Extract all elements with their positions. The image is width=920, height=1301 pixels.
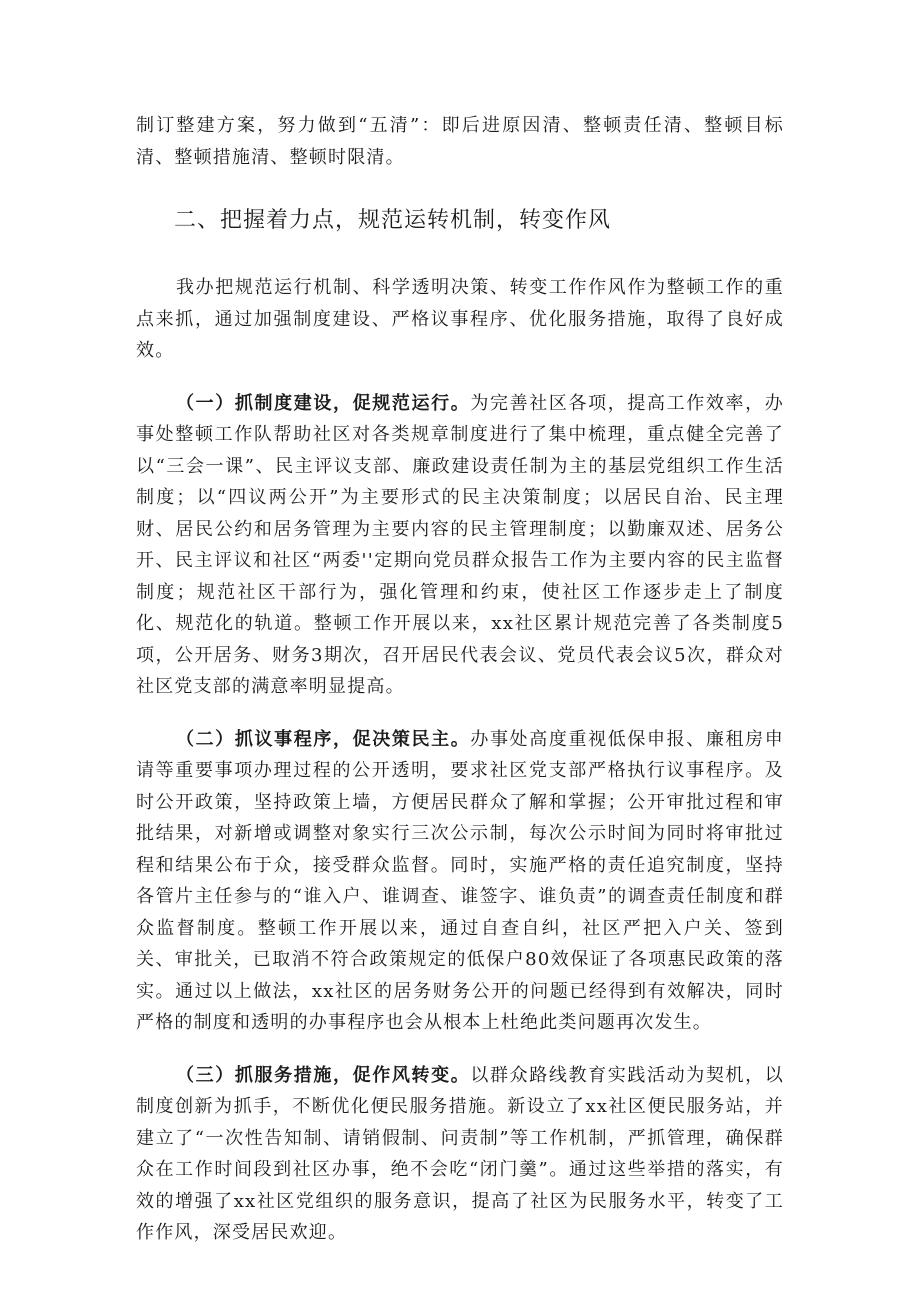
item-1-body: 为完善社区各项，提高工作效率，办事处整顿工作队帮助社区对各类规章制度进行了集中梳理，重点健全完善了以“三会一课”、民主评议支部、廉政建设责任制为主的基层党组织工作生活制度；以“四议两公开”为主要形式的民主决策制度；以居民自治、民主理财、居民公约和居务管理为主要内容的民主管理制度；以勤廉双述、居务公开、民主评议和社区“两委''定期向党员群众报告工作为主要内容的民主监督制度；规范社区干部行为，强化管理和约束，使社区工作逐步走上了制度化、规范化的轨道。整顿工作开展以来，xx社区累计规范完善了各类制度5项，公开居务、财务3期次，召开居民代表会议、党员代表会议5次，群众对社区党支部的满意率明显提高。 bbox=[136, 392, 785, 697]
item-1-lead: （一）抓制度建设，促规范运行。 bbox=[176, 392, 471, 414]
paragraph-continuation: 制订整建方案，努力做到“五清”：即后进原因清、整顿责任清、整顿目标清、整顿措施清、整顿时限清。 bbox=[136, 115, 784, 168]
item-2-lead: （二）抓议事程序，促决策民主。 bbox=[176, 728, 471, 750]
item-3-paragraph bbox=[136, 1060, 784, 1249]
item-2-body: 办事处高度重视低保申报、廉租房申请等重要事项办理过程的公开透明，要求社区党支部严格执行议事程序。及时公开政策，坚持政策上墙，方便居民群众了解和掌握；公开审批过程和审批结果，对新增或调整对象实行三次公示制，每次公示时间为同时将审批过程和结果公布于众，接受群众监督。同时，实施严格的责任追究制度，坚持各管片主任参与的“谁入户、谁调查、谁签字、谁负责”的调查责任制度和群众监督制度。整顿工作开展以来，通过自查自纠，社区严把入户关、签到关、审批关，已取消不符合政策规定的低保户80效保证了各项惠民政策的落实。通过以上做法，xx社区的居务财务公开的问题已经得到有效解决，同时严格的制度和透明的办事程序也会从根本上杜绝此类问题再次发生。 bbox=[136, 728, 785, 1033]
section-heading: 二、把握着力点，规范运转机制，转变作风 bbox=[174, 208, 612, 233]
document-page bbox=[136, 110, 784, 1249]
intro-paragraph: 我办把规范运行机制、科学透明决策、转变工作作风作为整顿工作的重点来抓，通过加强制度建设、严格议事程序、优化服务措施，取得了良好成效。 bbox=[136, 277, 784, 361]
item-2-paragraph bbox=[136, 724, 784, 1039]
item-3-lead: （三）抓服务措施，促作风转变。 bbox=[176, 1064, 471, 1086]
item-3-body: 以群众路线教育实践活动为契机，以制度创新为抓手，不断优化便民服务措施。新设立了xx社区便民服务站，并建立了“一次性告知制、请销假制、问责制”等工作机制，严抓管理，确保群众在工作时间段到社区办事，绝不会吃“闭门羹”。通过这些举措的落实，有效的增强了xx社区党组织的服务意识，提高了社区为民服务水平，转变了工作作风，深受居民欢迎。 bbox=[136, 1064, 785, 1243]
item-1-paragraph bbox=[136, 388, 784, 703]
